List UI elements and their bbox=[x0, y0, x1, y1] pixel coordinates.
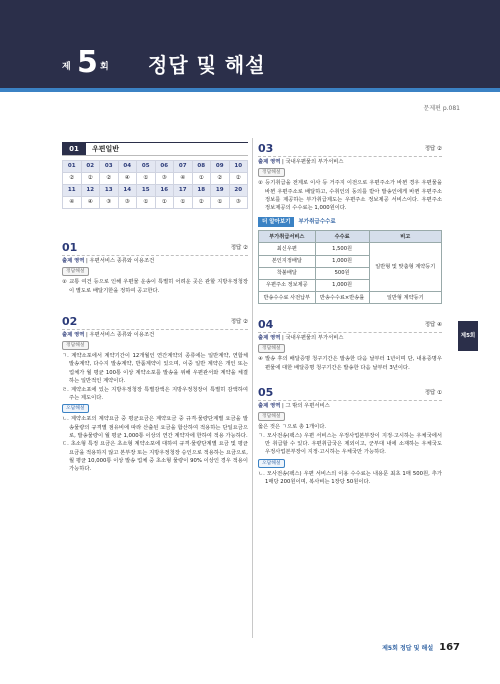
fee-service: 본인지정배달 bbox=[259, 255, 316, 267]
answer-q: 07 bbox=[174, 161, 193, 173]
answer-q: 20 bbox=[229, 185, 248, 197]
tag-correct-explanation: 정답해설 bbox=[258, 168, 285, 177]
tag-wrong-explanation: 오답해설 bbox=[62, 404, 89, 413]
fee-table-header bbox=[259, 231, 442, 243]
answer-label: 정답 ② bbox=[424, 146, 442, 152]
answer-q: 16 bbox=[155, 185, 174, 197]
field-line: 출제 영역 | 국내우편물의 부가서비스 bbox=[258, 159, 344, 165]
fee-note: 일반형 계약등기 bbox=[369, 292, 441, 304]
answer-label: 정답 ② bbox=[230, 245, 248, 251]
fee-amount: 1,500원 bbox=[315, 243, 369, 255]
fee-amount: 500원 bbox=[315, 267, 369, 279]
answer-a: ② bbox=[192, 197, 211, 209]
section-number: 01 bbox=[62, 143, 86, 155]
page-number: 167 bbox=[439, 642, 460, 653]
answer-q: 13 bbox=[100, 185, 119, 197]
answer-a: ② bbox=[229, 173, 248, 185]
explanation-text: ② 교통 여건 등으로 인해 우편물 운송이 특별히 어려운 곳은 관할 지방우정청장이 별도로 배달기한을 정하여 공고한다. bbox=[62, 279, 248, 294]
explanation-text: ㄷ. 초소형 특정 요금은 초소형 계약소포에 대하여 규격·물량단계별 요금 및 평균요금을 적용하지 않고 본부장 또는 지방우정청장 승인으로 적용하는 요금으로, 월 평균 10,000통 이상 발송 업체 중 초소형 물량이 90% 이상인 경우 적용이 가능하다. bbox=[62, 441, 248, 473]
answer-q: 05 bbox=[137, 161, 156, 173]
answer-label: 정답 ④ bbox=[424, 322, 442, 329]
answer-a: ③ bbox=[155, 173, 174, 185]
column-divider bbox=[252, 138, 253, 638]
answer-q: 01 bbox=[63, 161, 82, 173]
answer-a: ① bbox=[155, 197, 174, 209]
field-text: 우편서비스 종류와 이용조건 bbox=[89, 331, 155, 338]
answer-table-arow bbox=[63, 173, 248, 185]
question-number: 04 bbox=[258, 318, 274, 332]
field-text: 그 밖의 우편서비스 bbox=[285, 403, 330, 410]
question-number: 05 bbox=[258, 386, 274, 400]
answer-a: ④ bbox=[81, 197, 100, 209]
answer-q: 18 bbox=[192, 185, 211, 197]
fee-note: 일반형 및 맞춤형 계약등기 bbox=[369, 243, 441, 292]
answer-a: ① bbox=[174, 197, 193, 209]
answer-a: ④ bbox=[174, 173, 193, 185]
answer-q: 02 bbox=[81, 161, 100, 173]
more-info-header bbox=[258, 217, 442, 228]
field-line: 출제 영역 | 우편서비스 종류와 이용조건 bbox=[62, 258, 155, 264]
fee-table bbox=[258, 230, 442, 304]
fee-amount: 반송수수료×반송률 bbox=[315, 292, 369, 304]
left-column bbox=[62, 142, 248, 474]
more-info-title: 부가취급수수료 bbox=[298, 218, 336, 225]
explanation-text: ㄱ. 계약소포에서 계약기간이 12개월인 연간계약의 종류에는 일반계약, 연합체 발송계약, 다수지 발송계약, 반품계약이 있으며, 이중 일반 계약은 개인 또는 업체가 월 평균 100통 이상 계약소포를 발송을 위해 우편관서와 계약을 체결하는 일반적인 계약이다. bbox=[62, 353, 248, 385]
explanation-text: ④ 발송 후의 배달증명 청구기간은 발송한 다음 날부터 1년이며 단, 내용증명우편물에 대한 배달증명 청구기간은 발송한 다음 날부터 3년이다. bbox=[258, 356, 442, 371]
problem-reference: 문제편 p.081 bbox=[423, 105, 460, 112]
explanation-text: ㄴ. 모사전송(팩스) 우편 서비스의 이용 수수료는 내용문 최초 1매 500원, 추가 1매당 200원이며, 복사비는 1장당 50원이다. bbox=[258, 470, 442, 486]
answer-q: 04 bbox=[118, 161, 137, 173]
episode-suffix: 회 bbox=[100, 62, 109, 72]
header-accent bbox=[0, 88, 500, 92]
answer-a: ④ bbox=[118, 173, 137, 185]
question-01 bbox=[62, 241, 248, 256]
field-line: 출제 영역 | 우편서비스 종류와 이용조건 bbox=[62, 331, 155, 338]
answer-a: ③ bbox=[118, 197, 137, 209]
tag-correct-explanation: 정답해설 bbox=[62, 341, 89, 350]
answer-q: 15 bbox=[137, 185, 156, 197]
answer-q: 14 bbox=[118, 185, 137, 197]
section-header bbox=[62, 142, 248, 156]
explanation-text: ㄹ. 계약소포에 있는 지방우정청장 특별감액은 지방우정청장이 특별히 감액하여 주는 제도이다. bbox=[62, 386, 248, 401]
answer-a: ① bbox=[192, 173, 211, 185]
answer-a: ③ bbox=[229, 197, 248, 209]
fee-amount: 1,000원 bbox=[315, 255, 369, 267]
answer-q: 09 bbox=[211, 161, 230, 173]
question-number: 02 bbox=[62, 314, 78, 328]
explanation-text: ② 등기취급을 전제로 이사 등 거주지 이전으로 우편주소가 바뀐 경우 우편물을 바뀐 우편주소로 배달하고, 수취인의 동의를 받아 발송인에게 바뀐 우편주소정보를 제공하는 부가취급제도는 우편주소 정보제공 서비스이다. 우편주소 정보제공의 수수료는 1,000원이다. bbox=[258, 180, 442, 212]
fee-service: 우편주소 정보제공 bbox=[259, 279, 316, 291]
answer-table bbox=[62, 160, 248, 209]
right-column bbox=[258, 142, 442, 487]
fee-header-cell: 비고 bbox=[369, 231, 441, 243]
answer-label: 정답 ② bbox=[230, 318, 248, 325]
answer-a: ② bbox=[100, 173, 119, 185]
answer-a: ① bbox=[137, 173, 156, 185]
explanation-text: 옳은 것은 ㄱ으로 총 1개이다. bbox=[258, 424, 327, 431]
page-footer bbox=[382, 640, 460, 656]
answer-a: ② bbox=[211, 173, 230, 185]
tag-correct-explanation: 정답해설 bbox=[258, 344, 285, 353]
question-04 bbox=[258, 318, 442, 333]
answer-q: 03 bbox=[100, 161, 119, 173]
header-bar bbox=[0, 0, 500, 88]
field-line: 출제 영역 | 그 밖의 우편서비스 bbox=[258, 403, 330, 410]
tag-wrong-explanation: 오답해설 bbox=[258, 459, 285, 468]
answer-table-qrow bbox=[63, 185, 248, 197]
more-info-tag: 더 알아보기 bbox=[258, 217, 294, 228]
field-text: 국내우편물의 부가서비스 bbox=[285, 335, 344, 342]
answer-a: ① bbox=[211, 197, 230, 209]
answer-a: ② bbox=[63, 173, 82, 185]
explanation-text: ㄴ. 계약소포의 계약요금 중 평균요금은 계약요금 중 규격·물량단계별 요금을 발송물량의 규격별 점유비에 따라 산출된 요금을 합산하여 적용하는 단일요금으로, 발송물량이 월 평균 1,000통 이상의 연간 계약자에 한하여 적용 가능하다. bbox=[62, 416, 248, 439]
episode-number: 5 bbox=[77, 45, 98, 80]
question-03 bbox=[258, 142, 442, 157]
answer-table-arow bbox=[63, 197, 248, 209]
fee-service: 착불배달 bbox=[259, 267, 316, 279]
answer-q: 11 bbox=[63, 185, 82, 197]
answer-q: 10 bbox=[229, 161, 248, 173]
fee-row bbox=[259, 292, 442, 304]
answer-a: ① bbox=[137, 197, 156, 209]
field-text: 우편서비스 종류와 이용조건 bbox=[89, 258, 155, 264]
episode-badge bbox=[62, 46, 130, 80]
answer-q: 08 bbox=[192, 161, 211, 173]
tag-correct-explanation: 정답해설 bbox=[62, 267, 89, 276]
answer-q: 06 bbox=[155, 161, 174, 173]
explanation-text: ㄱ. 모사전송(팩스) 우편 서비스는 우정사업본부장이 지정·고시하는 우체국에서만 취급할 수 있다. 우편취급국은 제외이고, 군부대 내에 소재하는 우체국도 우정사업본부장이 지정·고시하는 우체국만 가능하다. bbox=[258, 432, 442, 456]
answer-a: ② bbox=[81, 173, 100, 185]
field-text: 국내우편물의 부가서비스 bbox=[285, 159, 344, 165]
tag-correct-explanation: 정답해설 bbox=[258, 412, 285, 421]
question-number: 03 bbox=[258, 142, 274, 155]
question-05 bbox=[258, 386, 442, 401]
question-02 bbox=[62, 315, 248, 330]
side-tab[interactable]: 제5회 bbox=[458, 321, 478, 351]
fee-header-cell: 수수료 bbox=[315, 231, 369, 243]
answer-label: 정답 ① bbox=[424, 390, 442, 397]
answer-a: ④ bbox=[63, 197, 82, 209]
fee-service: 반송수수료 사전납부 bbox=[259, 292, 316, 304]
answer-q: 12 bbox=[81, 185, 100, 197]
section-name: 우편일반 bbox=[92, 144, 120, 153]
answer-table-qrow bbox=[63, 161, 248, 173]
field-line: 출제 영역 | 국내우편물의 부가서비스 bbox=[258, 335, 344, 342]
fee-service: 최신우편 bbox=[259, 243, 316, 255]
answer-q: 17 bbox=[174, 185, 193, 197]
question-number: 01 bbox=[62, 241, 78, 254]
footer-text: 제5회 정답 및 해설 bbox=[382, 645, 434, 652]
fee-row bbox=[259, 243, 442, 255]
fee-amount: 1,000원 bbox=[315, 279, 369, 291]
episode-prefix: 제 bbox=[62, 62, 71, 72]
answer-a: ③ bbox=[100, 197, 119, 209]
fee-header-cell: 부가취급서비스 bbox=[259, 231, 316, 243]
answer-q: 19 bbox=[211, 185, 230, 197]
page-title: 정답 및 해설 bbox=[148, 53, 266, 77]
